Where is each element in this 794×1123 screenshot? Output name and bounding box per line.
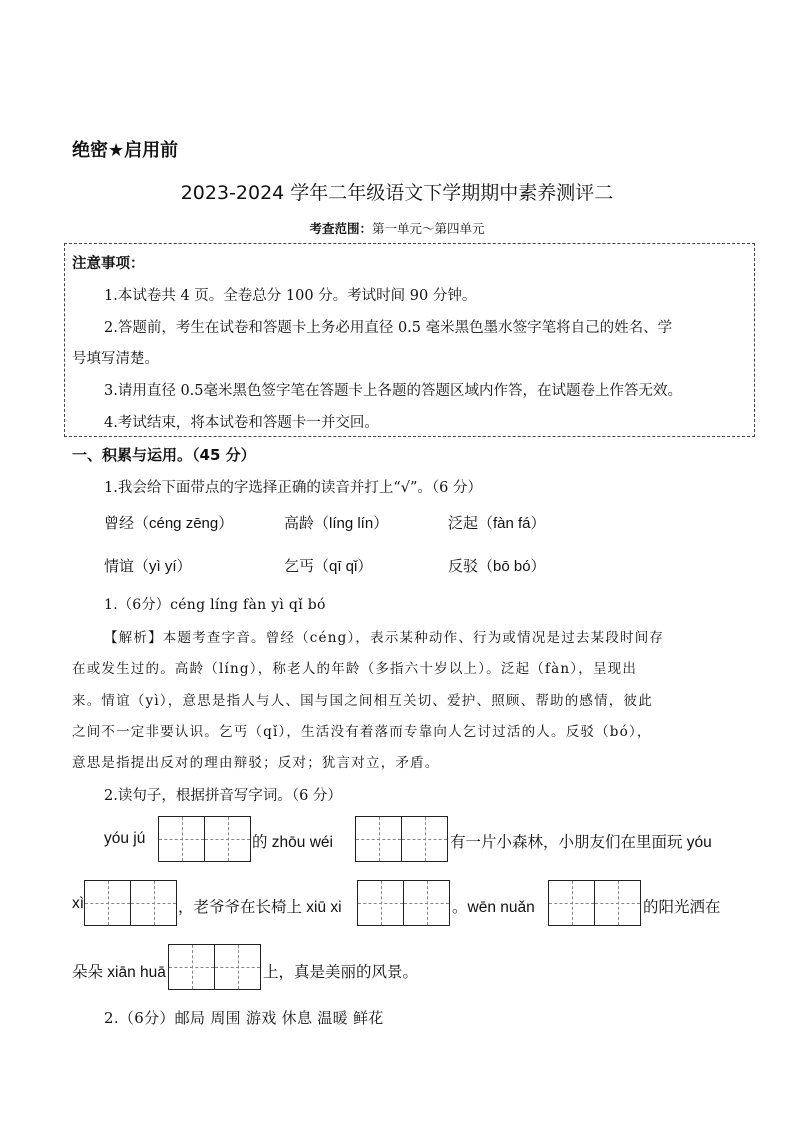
notice-item: 3.请用直径 0.5毫米黑色签字笔在答题卡上各题的答题区域内作答，在试题卷上作答无效。 xyxy=(104,383,682,399)
exam-scope xyxy=(0,219,794,237)
fill-text: 朵朵 xiān huā xyxy=(72,964,166,981)
pinyin-option: 泛起（fàn fá） xyxy=(448,515,546,532)
explanation-line: 来。情谊（yì），意思是指人与人、国与国之间相互关切、爱护、照顾、帮助的感情，彼此 xyxy=(72,693,653,709)
writing-grid[interactable] xyxy=(548,880,641,926)
notice-item: 号填写清楚。 xyxy=(72,351,159,367)
writing-grid[interactable] xyxy=(158,816,251,862)
exam-title: 2023-2024 学年二年级语文下学期期中素养测评二 xyxy=(180,182,614,204)
pinyin-option: 高龄（líng lín） xyxy=(284,515,389,532)
notice-item: 1.本试卷共 4 页。全卷总分 100 分。考试时间 90 分钟。 xyxy=(104,288,477,304)
fill-text: 上，真是美丽的风景。 xyxy=(263,964,419,981)
writing-grid[interactable] xyxy=(84,880,177,926)
explanation-line: 【解析】本题考查字音。曾经（céng），表示某种动作、行为或情况是过去某段时间存 xyxy=(104,630,665,646)
pinyin-option: 情谊（yì yí） xyxy=(104,558,192,575)
fill-text: 的 zhōu wéi xyxy=(252,834,333,851)
fill-text: ，老爷爷在长椅上 xiū xi xyxy=(178,899,342,916)
fill-text: 。wēn nuǎn xyxy=(452,899,535,916)
question-2-answer: 2.（6分）邮局 周围 游戏 休息 温暖 鲜花 xyxy=(104,1009,384,1027)
fill-text: 有一片小森林，小朋友们在里面玩 yóu xyxy=(450,834,712,851)
explanation-line: 之间不一定非要认识。乞丐（qǐ），生活没有着落而专靠向人乞讨过活的人。反驳（bó）， xyxy=(72,724,652,740)
notice-item: 4.考试结束，将本试卷和答题卡一并交回。 xyxy=(104,415,379,431)
notice-item: 2.答题前，考生在试卷和答题卡上务必用直径 0.5 毫米黑色墨水签字笔将自己的姓名、学 xyxy=(104,320,673,336)
fill-text: xì xyxy=(72,895,85,912)
explanation-line: 在或发生过的。高龄（líng），称老人的年龄（多指六十岁以上）。泛起（fàn），呈现出 xyxy=(72,661,638,677)
writing-grid[interactable] xyxy=(357,880,450,926)
scope-value: 第一单元～第四单元 xyxy=(372,221,485,236)
explanation-line: 意思是指提出反对的理由辩驳；反对；犹言对立，矛盾。 xyxy=(72,755,440,771)
pinyin-option: 反驳（bō bó） xyxy=(448,558,546,575)
scope-label: 考查范围： xyxy=(309,221,372,236)
writing-grid[interactable] xyxy=(168,944,261,990)
pinyin-option: 乞丐（qī qǐ） xyxy=(284,558,373,575)
fill-text: yóu jú xyxy=(104,830,146,847)
question-1-answer: 1.（6分）céng líng fàn yì qǐ bó xyxy=(104,597,326,613)
notice-heading: 注意事项： xyxy=(72,256,145,272)
confidential-label: 绝密★启用前 xyxy=(72,140,179,161)
section-heading: 一、积累与运用。（45 分） xyxy=(72,446,256,464)
question-2-prompt: 2.读句子，根据拼音写字词。（6 分） xyxy=(104,788,342,804)
question-1-prompt: 1.我会给下面带点的字选择正确的读音并打上“√”。（6 分） xyxy=(104,480,482,496)
notice-box xyxy=(64,243,755,437)
fill-text: 的阳光洒在 xyxy=(643,899,721,916)
writing-grid[interactable] xyxy=(355,816,448,862)
pinyin-option: 曾经（céng zēng） xyxy=(104,515,234,532)
